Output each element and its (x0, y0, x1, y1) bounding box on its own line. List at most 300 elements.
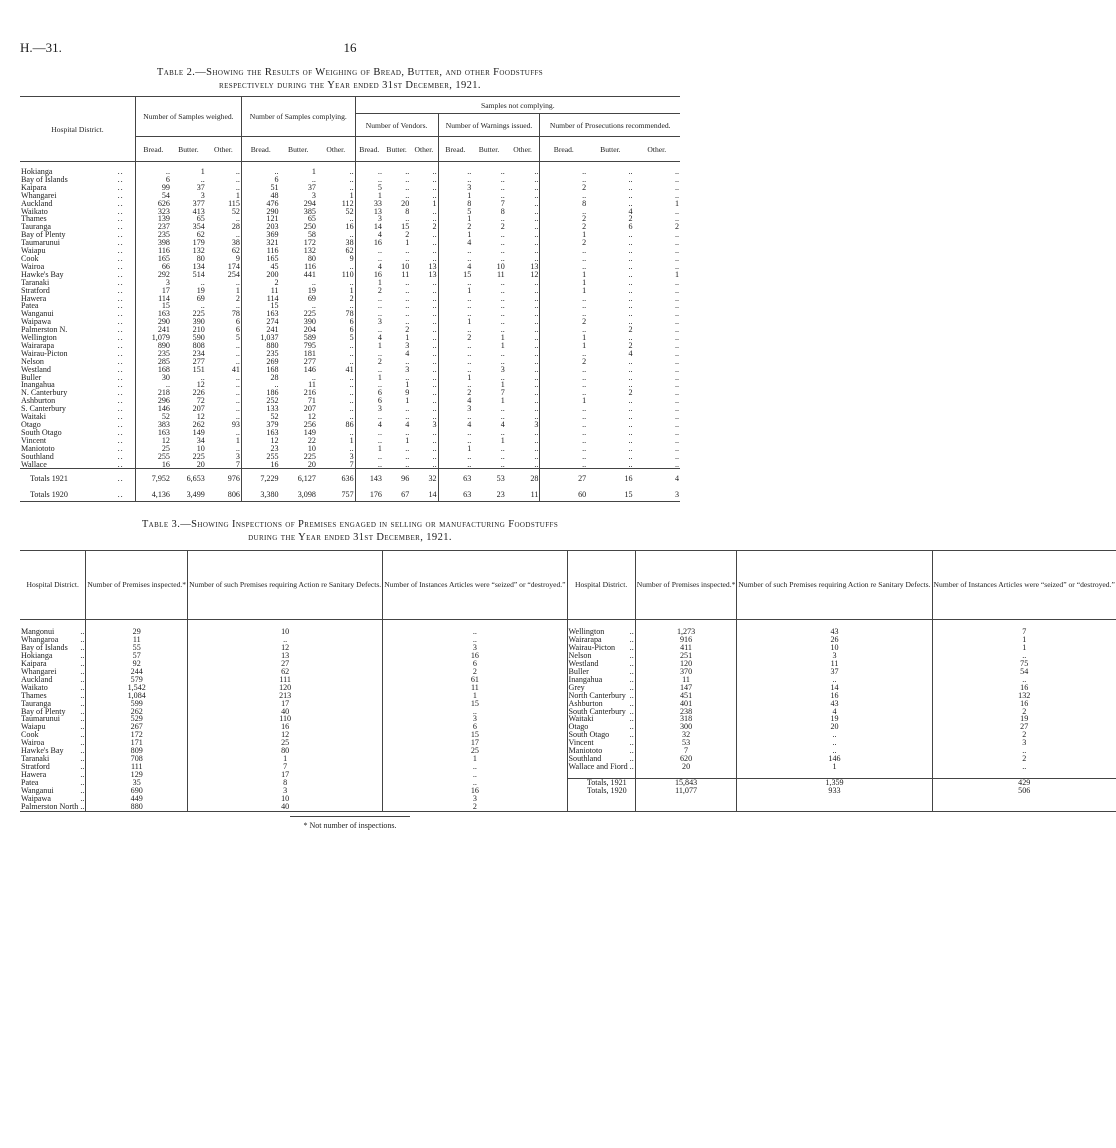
district-name: Wairau-Picton (568, 643, 616, 653)
table-cell: 53 (472, 469, 505, 489)
table2-col-header: Other. (206, 137, 242, 162)
table-cell: .. (410, 184, 438, 192)
table-cell: 5 (206, 334, 242, 342)
table-cell: .. (674, 309, 679, 319)
table-cell: .. (377, 174, 382, 184)
table-cell: .. (674, 174, 679, 184)
table-cell: 262 (86, 708, 188, 716)
table-cell: .. (467, 412, 472, 422)
table-cell: 33 (373, 198, 382, 208)
table-cell: 16 (1020, 682, 1029, 692)
district-name: Stratford (21, 761, 50, 771)
table-cell: 1 (405, 238, 410, 248)
table-cell: 2 (317, 295, 355, 303)
table-cell: .. (674, 348, 679, 358)
table-cell: 14 (737, 684, 932, 692)
district-name: Westland (21, 364, 51, 374)
table-cell: .. (206, 215, 242, 223)
table-cell: .. (628, 174, 633, 184)
table-cell: .. (628, 269, 633, 279)
table-cell: 285 (157, 356, 170, 366)
table-cell: .. (500, 301, 505, 311)
table-cell: .. (206, 162, 242, 176)
table-cell: 120 (188, 684, 383, 692)
table-cell: .. (506, 302, 540, 310)
table-cell: .. (500, 238, 505, 248)
table-cell: 149 (192, 427, 205, 437)
table-cell: .. (582, 301, 587, 311)
district-name: Stratford (21, 285, 50, 295)
table-cell: .. (410, 318, 438, 326)
district-name: Southland (21, 451, 54, 461)
district-name: Bay of Islands (21, 643, 68, 653)
table-cell: 35 (86, 779, 188, 787)
table-row: Auckland .. 626 377 115 476 294 112 33 20 1 8 7 .. 8 .. 1 (21, 198, 679, 208)
district-name: Buller (568, 666, 589, 676)
table-cell: 133 (266, 404, 279, 414)
table-cell: 213 (188, 692, 383, 700)
table-cell: .. (628, 261, 633, 271)
table-cell: .. (582, 246, 587, 256)
table-row: South Otago .. 163 149 .. 163 149 .. .. .. .. .. .. .. .. .. .. (21, 427, 679, 437)
table-cell: 1 (582, 285, 587, 295)
table-cell: 2 (377, 356, 382, 366)
table-cell: .. (377, 293, 382, 303)
table-cell: .. (674, 459, 679, 469)
table-cell: 4 (467, 261, 472, 271)
table-cell: 149 (303, 427, 316, 437)
table-cell: .. (628, 301, 633, 311)
table-cell: 12 (196, 412, 205, 422)
table-cell: .. (500, 427, 505, 437)
district-name: Nelson (21, 356, 44, 366)
table-cell: .. (317, 342, 355, 350)
table-cell: .. (317, 184, 355, 192)
table-cell: 32 (635, 731, 737, 739)
table-cell: .. (674, 333, 679, 343)
table-cell: 1,273 (635, 620, 737, 636)
table-cell: 15 (463, 269, 472, 279)
table-cell: .. (200, 301, 205, 311)
table-cell: 146 (737, 755, 932, 763)
table-cell: .. (582, 167, 587, 176)
table-row: Hawera .. 114 69 2 114 69 2 .. .. .. .. .. .. .. .. .. (21, 293, 679, 303)
table-cell: 401 (635, 700, 737, 708)
table-cell: 6 (206, 326, 242, 334)
table-cell: 11 (401, 269, 410, 279)
table-cell: .. (674, 420, 679, 429)
table-cell: .. (506, 366, 540, 374)
table-cell: 51 (270, 182, 279, 192)
table-cell: 71 (307, 396, 316, 406)
table-cell: 7 (1022, 627, 1027, 637)
table-cell: 274 (266, 317, 279, 327)
table-cell: .. (506, 342, 540, 350)
district-name: Palmerston North (21, 801, 79, 811)
table-cell: 1 (467, 317, 472, 327)
table-cell: 115 (206, 200, 242, 208)
table-cell: 1 (405, 435, 410, 445)
table-cell: .. (506, 247, 540, 255)
table-row: Waiapu .. 116 132 62 116 132 62 .. .. .. .. .. .. .. .. .. (21, 246, 679, 256)
table-row: Taranaki .. 3 .. .. 2 .. .. 1 .. .. .. .. .. 1 .. .. (21, 277, 679, 287)
table-cell: 4 (377, 333, 382, 343)
district-name: Bay of Plenty (21, 706, 66, 716)
table-cell: 43 (737, 700, 932, 708)
table2-prosecutions-header: Number of Prosecutions recommended. (540, 114, 680, 137)
table-cell: 2 (467, 222, 472, 232)
table-cell: .. (674, 325, 679, 335)
table-cell: 139 (157, 214, 170, 224)
table-cell: 1 (467, 285, 472, 295)
table-cell: 1 (467, 372, 472, 382)
table-cell: 116 (266, 246, 279, 256)
table-cell: .. (206, 381, 242, 389)
table-cell: .. (500, 230, 505, 240)
table-cell: 3,098 (280, 488, 317, 502)
table-cell: 1 (206, 287, 242, 295)
table-cell: .. (506, 350, 540, 358)
table-cell: 110 (188, 715, 383, 723)
table-cell: 19 (196, 285, 205, 295)
district-name: Whangaroa (21, 635, 59, 645)
table-cell: .. (506, 429, 540, 437)
table-cell: .. (628, 380, 633, 390)
table-cell: 880 (266, 340, 279, 350)
table-cell: .. (274, 167, 279, 176)
table-cell: 1 (500, 380, 505, 390)
district-name: Cook (21, 730, 39, 740)
table-cell: 5 (467, 206, 472, 216)
table-cell: 16 (270, 459, 279, 469)
table-cell: .. (582, 420, 587, 429)
table2-col-header: Other. (634, 137, 680, 162)
table-cell: .. (311, 277, 316, 287)
table-cell: .. (410, 374, 438, 382)
district-name: Whangarei (21, 666, 57, 676)
table-cell: 48 (270, 190, 279, 200)
district-name: Hokianga (21, 167, 53, 176)
district-name: North Canterbury (568, 690, 626, 700)
table-cell: .. (674, 285, 679, 295)
table-cell: 11 (270, 285, 279, 295)
table-cell: 251 (635, 652, 737, 660)
table-row: Maniototo .. 25 10 .. 23 10 .. 1 .. .. 1 .. .. .. .. .. (21, 443, 679, 453)
table-cell: .. (206, 184, 242, 192)
table-cell: .. (582, 206, 587, 216)
table-cell: .. (410, 215, 438, 223)
table-cell: .. (317, 374, 355, 382)
table-cell: 8 (582, 198, 587, 208)
district-name: Tauranga (21, 698, 51, 708)
table-cell: 2 (674, 222, 679, 232)
table-cell: 15 (587, 488, 633, 502)
table-cell: 6,127 (280, 469, 317, 489)
district-name: Bay of Plenty (21, 230, 66, 240)
table-cell: 599 (86, 700, 188, 708)
table-cell: 4 (467, 396, 472, 406)
table-row: Whangaroa .. 11 .. .. Wairarapa .. 916 26 1 (20, 636, 1116, 644)
table-cell: .. (377, 459, 382, 469)
district-name: Ashburton (568, 698, 603, 708)
table-cell: 10 (196, 443, 205, 453)
district-name: Wanganui (21, 309, 54, 319)
table-cell: 86 (317, 421, 355, 429)
table-cell: 1 (467, 443, 472, 453)
table2-district-header: Hospital District. (20, 97, 135, 162)
table-cell: .. (506, 381, 540, 389)
table-cell: .. (674, 435, 679, 445)
table-cell: 15 (383, 731, 567, 739)
table-cell: .. (582, 388, 587, 398)
table-cell: .. (410, 326, 438, 334)
table2-title (20, 66, 680, 92)
table-row: Buller .. 30 .. .. 28 .. .. 1 .. .. 1 .. .. .. .. .. (21, 372, 679, 382)
table-cell: 171 (86, 739, 188, 747)
table-cell: 41 (317, 366, 355, 374)
table-cell: .. (628, 443, 633, 453)
table-cell: .. (383, 636, 567, 644)
table-cell: 13 (410, 263, 438, 271)
table-cell: .. (500, 443, 505, 453)
table-row: Wallace .. 16 20 7 16 20 7 .. .. .. .. .. .. .. .. .. (21, 459, 679, 469)
table-cell: 2 (467, 388, 472, 398)
table-cell: 27 (540, 469, 587, 489)
table-cell: 7,229 (241, 469, 279, 489)
table-row: Waipawa .. 290 390 6 274 390 6 3 .. .. 1 .. .. 2 .. .. (21, 317, 679, 327)
district-name: Waitaki (21, 412, 46, 422)
table-cell: .. (628, 309, 633, 319)
table-cell: .. (467, 459, 472, 469)
table-cell: .. (500, 174, 505, 184)
table-cell: .. (410, 461, 438, 469)
table-cell: 65 (307, 214, 316, 224)
table-cell: 37 (737, 668, 932, 676)
table2-col-header: Bread. (241, 137, 279, 162)
table-cell: .. (410, 413, 438, 421)
table-cell: 40 (188, 708, 383, 716)
table-cell: 111 (86, 763, 188, 771)
table-cell: 163 (266, 427, 279, 437)
table-cell: 15 (401, 222, 410, 232)
table2-title-line1: Table 2.—Showing the Results of Weighing of Bread, Butter, and other Foodstuffs (156, 67, 544, 78)
table-cell: .. (628, 230, 633, 240)
table-row: Otago .. 383 262 93 379 256 86 4 4 3 4 4 3 .. .. .. (21, 420, 679, 429)
table-cell: 250 (303, 222, 316, 232)
table-cell: .. (405, 356, 410, 366)
table-cell: 377 (192, 198, 205, 208)
table-cell: 1,079 (151, 333, 170, 343)
table-cell: .. (628, 420, 633, 429)
table-cell: 2 (582, 222, 587, 232)
table-cell: .. (506, 279, 540, 287)
table-cell: .. (506, 162, 540, 176)
table-cell: .. (188, 636, 383, 644)
district-name: Patea (21, 777, 39, 787)
table-cell: 225 (192, 309, 205, 319)
table-row: Whangarei .. 244 62 2 Buller .. 370 37 54 (20, 668, 1116, 676)
table-cell: 114 (158, 293, 170, 303)
totals-row: Totals 1921 .. 7,952 6,653 976 7,229 6,127 636 143 96 32 63 53 28 27 16 4 (20, 469, 680, 489)
table-cell: .. (674, 364, 679, 374)
table-cell: 116 (158, 246, 170, 256)
table-cell: 5 (377, 182, 382, 192)
table-cell: .. (405, 427, 410, 437)
table2-warnings-header: Number of Warnings issued. (438, 114, 540, 137)
table-row: S. Canterbury .. 146 207 .. 133 207 .. 3 .. .. 3 .. .. .. .. .. (21, 404, 679, 414)
table-cell: 9 (405, 388, 410, 398)
table-cell: .. (506, 223, 540, 231)
district-name: Bay of Islands (21, 174, 68, 184)
table2-col-header: Other. (317, 137, 355, 162)
table-cell: .. (506, 405, 540, 413)
table-cell: 12 (188, 644, 383, 652)
district-name: Otago (21, 420, 41, 429)
table-cell: 30 (161, 372, 170, 382)
table-cell: 172 (86, 731, 188, 739)
district-name: Wallace (21, 459, 47, 469)
table-cell: .. (206, 397, 242, 405)
table-row: Vincent .. 12 34 1 12 22 1 .. 1 .. .. 1 .. .. .. .. (21, 435, 679, 445)
district-name: Whangarei (21, 190, 57, 200)
table-cell: 4 (467, 238, 472, 248)
table-cell: .. (628, 182, 633, 192)
district-name: South Otago (21, 427, 62, 437)
table-cell: .. (674, 301, 679, 311)
table-row: Hawke's Bay .. 809 80 25 Maniototo .. 7 .. .. (20, 747, 1116, 755)
district-name: Maniototo (21, 443, 55, 453)
table-cell: 10 (496, 261, 505, 271)
table-cell: 3 (165, 277, 170, 287)
district-name: Hawke's Bay (21, 269, 64, 279)
table-row: Southland .. 255 225 3 255 225 3 .. .. .. .. .. .. .. .. .. (21, 451, 679, 461)
table-cell: .. (405, 214, 410, 224)
table-cell: .. (405, 451, 410, 461)
table-cell: .. (311, 372, 316, 382)
table-cell: 151 (192, 364, 205, 374)
table-cell: 69 (196, 293, 205, 303)
table-cell: .. (467, 427, 472, 437)
table-cell: .. (405, 459, 410, 469)
table-cell: 976 (206, 469, 242, 489)
table-cell: 112 (317, 200, 355, 208)
table-cell: .. (405, 190, 410, 200)
totals-label: Totals, 1920 (567, 787, 635, 795)
table-cell: 933 (737, 787, 932, 795)
table-cell: 7 (206, 461, 242, 469)
table-cell: 2 (628, 388, 633, 398)
table-row: Wairoa .. 171 25 17 Vincent .. 53 .. 3 (20, 739, 1116, 747)
district-name: Wellington (21, 333, 57, 343)
table-cell: 1 (582, 277, 587, 287)
table-cell: 5 (317, 334, 355, 342)
table-cell: .. (206, 358, 242, 366)
table-cell: 116 (304, 261, 316, 271)
table-cell: 34 (196, 435, 205, 445)
table-cell: 57 (86, 652, 188, 660)
table-cell: 252 (266, 396, 279, 406)
table-cell: 16 (188, 723, 383, 731)
table-cell: .. (506, 397, 540, 405)
table-cell: 14 (410, 488, 438, 502)
table-row: Stratford .. 111 7 .. Wallace and Fiord .. 20 1 .. (20, 763, 1116, 771)
table-cell: 2 (628, 340, 633, 350)
district-name: Waiapu (21, 246, 46, 256)
table-cell: 2 (582, 182, 587, 192)
table-cell: 15 (161, 301, 170, 311)
table-cell: .. (1022, 651, 1027, 661)
table-row: Nelson .. 285 277 .. 269 277 .. 2 .. .. .. .. .. 2 .. .. (21, 356, 679, 366)
table-cell: .. (674, 443, 679, 453)
table-cell: .. (628, 277, 633, 287)
table-cell: .. (206, 342, 242, 350)
table-cell: 3 (377, 404, 382, 414)
table-row: Cook .. 165 80 9 165 80 9 .. .. .. .. .. .. .. .. .. (21, 253, 679, 263)
table-cell: 4 (405, 420, 410, 429)
table-cell: 132 (1018, 690, 1031, 700)
table2-col-header: Butter. (383, 137, 410, 162)
table-cell: 19 (307, 285, 316, 295)
table-cell: .. (410, 397, 438, 405)
table-cell: .. (410, 310, 438, 318)
table-cell: 1 (377, 340, 382, 350)
table-cell: .. (582, 412, 587, 422)
table-cell: 10 (737, 644, 932, 652)
table-cell: 1 (500, 396, 505, 406)
table-cell: .. (405, 285, 410, 295)
table-cell: 6 (628, 222, 633, 232)
table-cell: .. (206, 389, 242, 397)
table-cell: .. (200, 277, 205, 287)
table-cell: .. (405, 246, 410, 256)
table-cell: 41 (206, 366, 242, 374)
table2-col-header: Butter. (587, 137, 633, 162)
table-cell: .. (377, 167, 382, 176)
table-cell: .. (628, 246, 633, 256)
table-row: Wanganui .. 690 3 16 Totals, 1920 11,077 933 506 (20, 787, 1116, 795)
table-cell: 6,653 (171, 469, 206, 489)
table-cell: 2 (582, 317, 587, 327)
district-name: Waipawa (21, 317, 51, 327)
table-cell: 38 (206, 239, 242, 247)
table-cell: 690 (86, 787, 188, 795)
district-name: Grey (568, 682, 585, 692)
table-cell: 92 (86, 660, 188, 668)
table-cell: .. (674, 293, 679, 303)
table-cell: .. (674, 206, 679, 216)
table-cell: .. (674, 380, 679, 390)
table-cell: 235 (266, 348, 279, 358)
table-cell: .. (206, 279, 242, 287)
table-cell: 3 (506, 421, 540, 429)
table-cell: .. (467, 253, 472, 263)
table-cell: .. (674, 317, 679, 327)
table-cell: 449 (86, 795, 188, 803)
table3-footnote: * Not number of inspections. (303, 820, 397, 830)
table-cell: .. (506, 437, 540, 445)
table-row: Taumarunui .. 529 110 3 Waitaki .. 318 19 19 (20, 715, 1116, 723)
table-cell: 2 (1022, 706, 1027, 716)
table-cell: .. (628, 190, 633, 200)
table-cell: .. (506, 358, 540, 366)
table-cell: 3 (383, 644, 567, 652)
table-cell: 179 (192, 238, 205, 248)
table-cell: 880 (86, 803, 188, 811)
table-cell: 168 (266, 364, 279, 374)
table-cell: 11 (635, 676, 737, 684)
table-cell: 1 (1022, 643, 1027, 653)
table-cell: .. (506, 461, 540, 469)
